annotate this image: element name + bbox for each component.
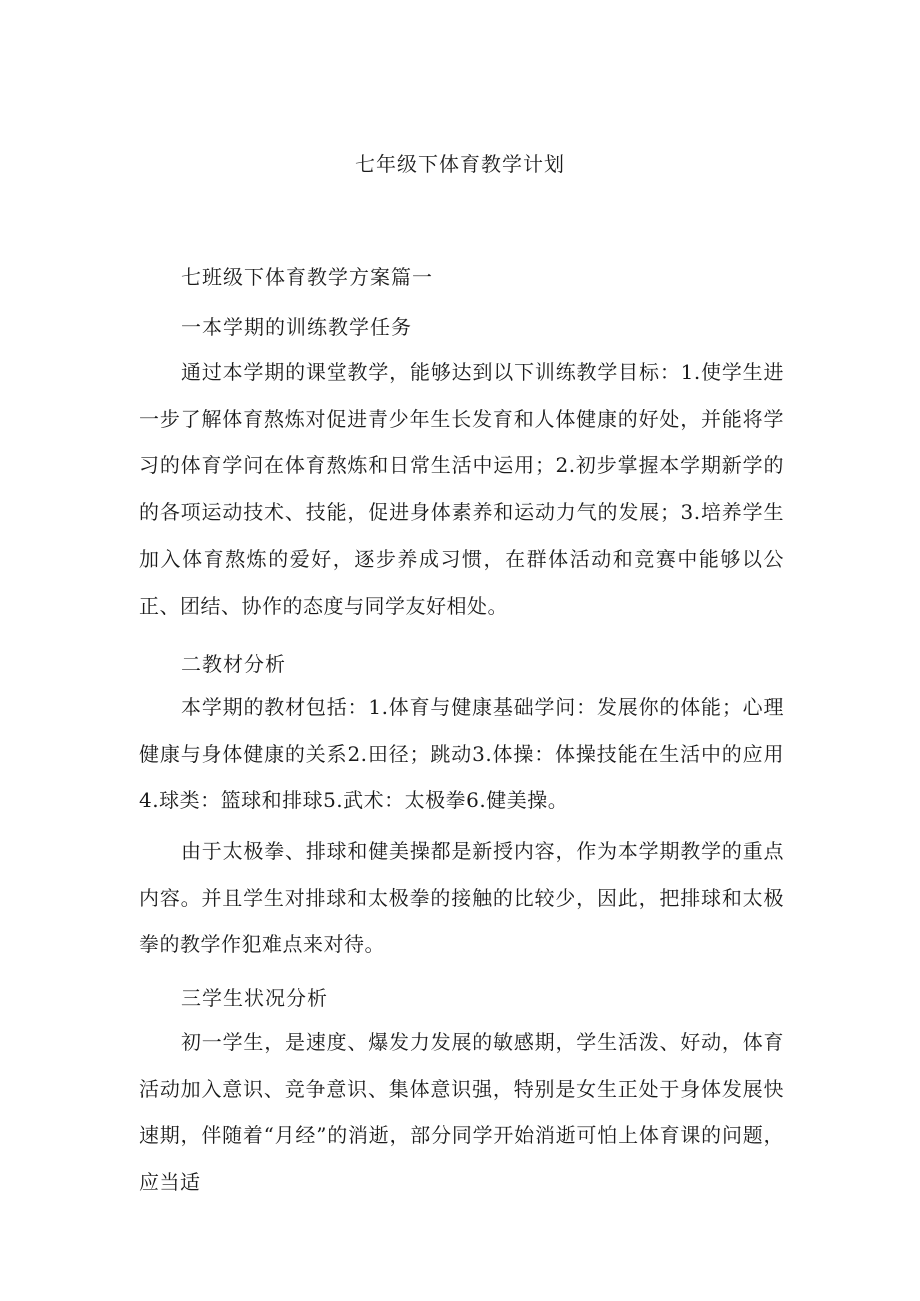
document-title: 七年级下体育教学计划 <box>355 152 565 176</box>
section-heading: 七班级下体育教学方案篇一 <box>181 265 433 289</box>
heading-teaching-tasks: 一本学期的训练教学任务 <box>181 315 412 339</box>
paragraph-student-status: 初一学生，是速度、爆发力发展的敏感期，学生活泼、好动，体育活动加入意识、竞争意识、集体意识强，特别是女生正处于身体发展快速期，伴随着“月经”的消逝，部分同学开始消逝可怕上体育课的问题，应当适 <box>139 1030 784 1195</box>
heading-student-analysis: 三学生状况分析 <box>181 986 328 1010</box>
paragraph-teaching-goals: 通过本学期的课堂教学，能够达到以下训练教学目标：1.使学生进一步了解体育熬炼对促进青少年生长发育和人体健康的好处，并能将学习的体育学问在体育熬炼和日常生活中运用；2.初步掌握本学期新学的的各项运动技术、技能，促进身体素养和运动力气的发展；3.培养学生加入体育熬炼的爱好，逐步养成习惯，在群体活动和竞赛中能够以公正、团结、协作的态度与同学友好相处。 <box>139 360 784 618</box>
paragraph-textbook-contents: 本学期的教材包括：1.体育与健康基础学问：发展你的体能；心理健康与身体健康的关系2.田径；跳动3.体操：体操技能在生活中的应用4.球类：篮球和排球5.武术：太极拳6.健美操。 <box>139 695 784 813</box>
paragraph-key-points: 由于太极拳、排球和健美操都是新授内容，作为本学期教学的重点内容。并且学生对排球和太极拳的接触的比较少，因此，把排球和太极拳的教学作犯难点来对待。 <box>139 839 784 957</box>
heading-textbook-analysis: 二教材分析 <box>181 652 286 676</box>
